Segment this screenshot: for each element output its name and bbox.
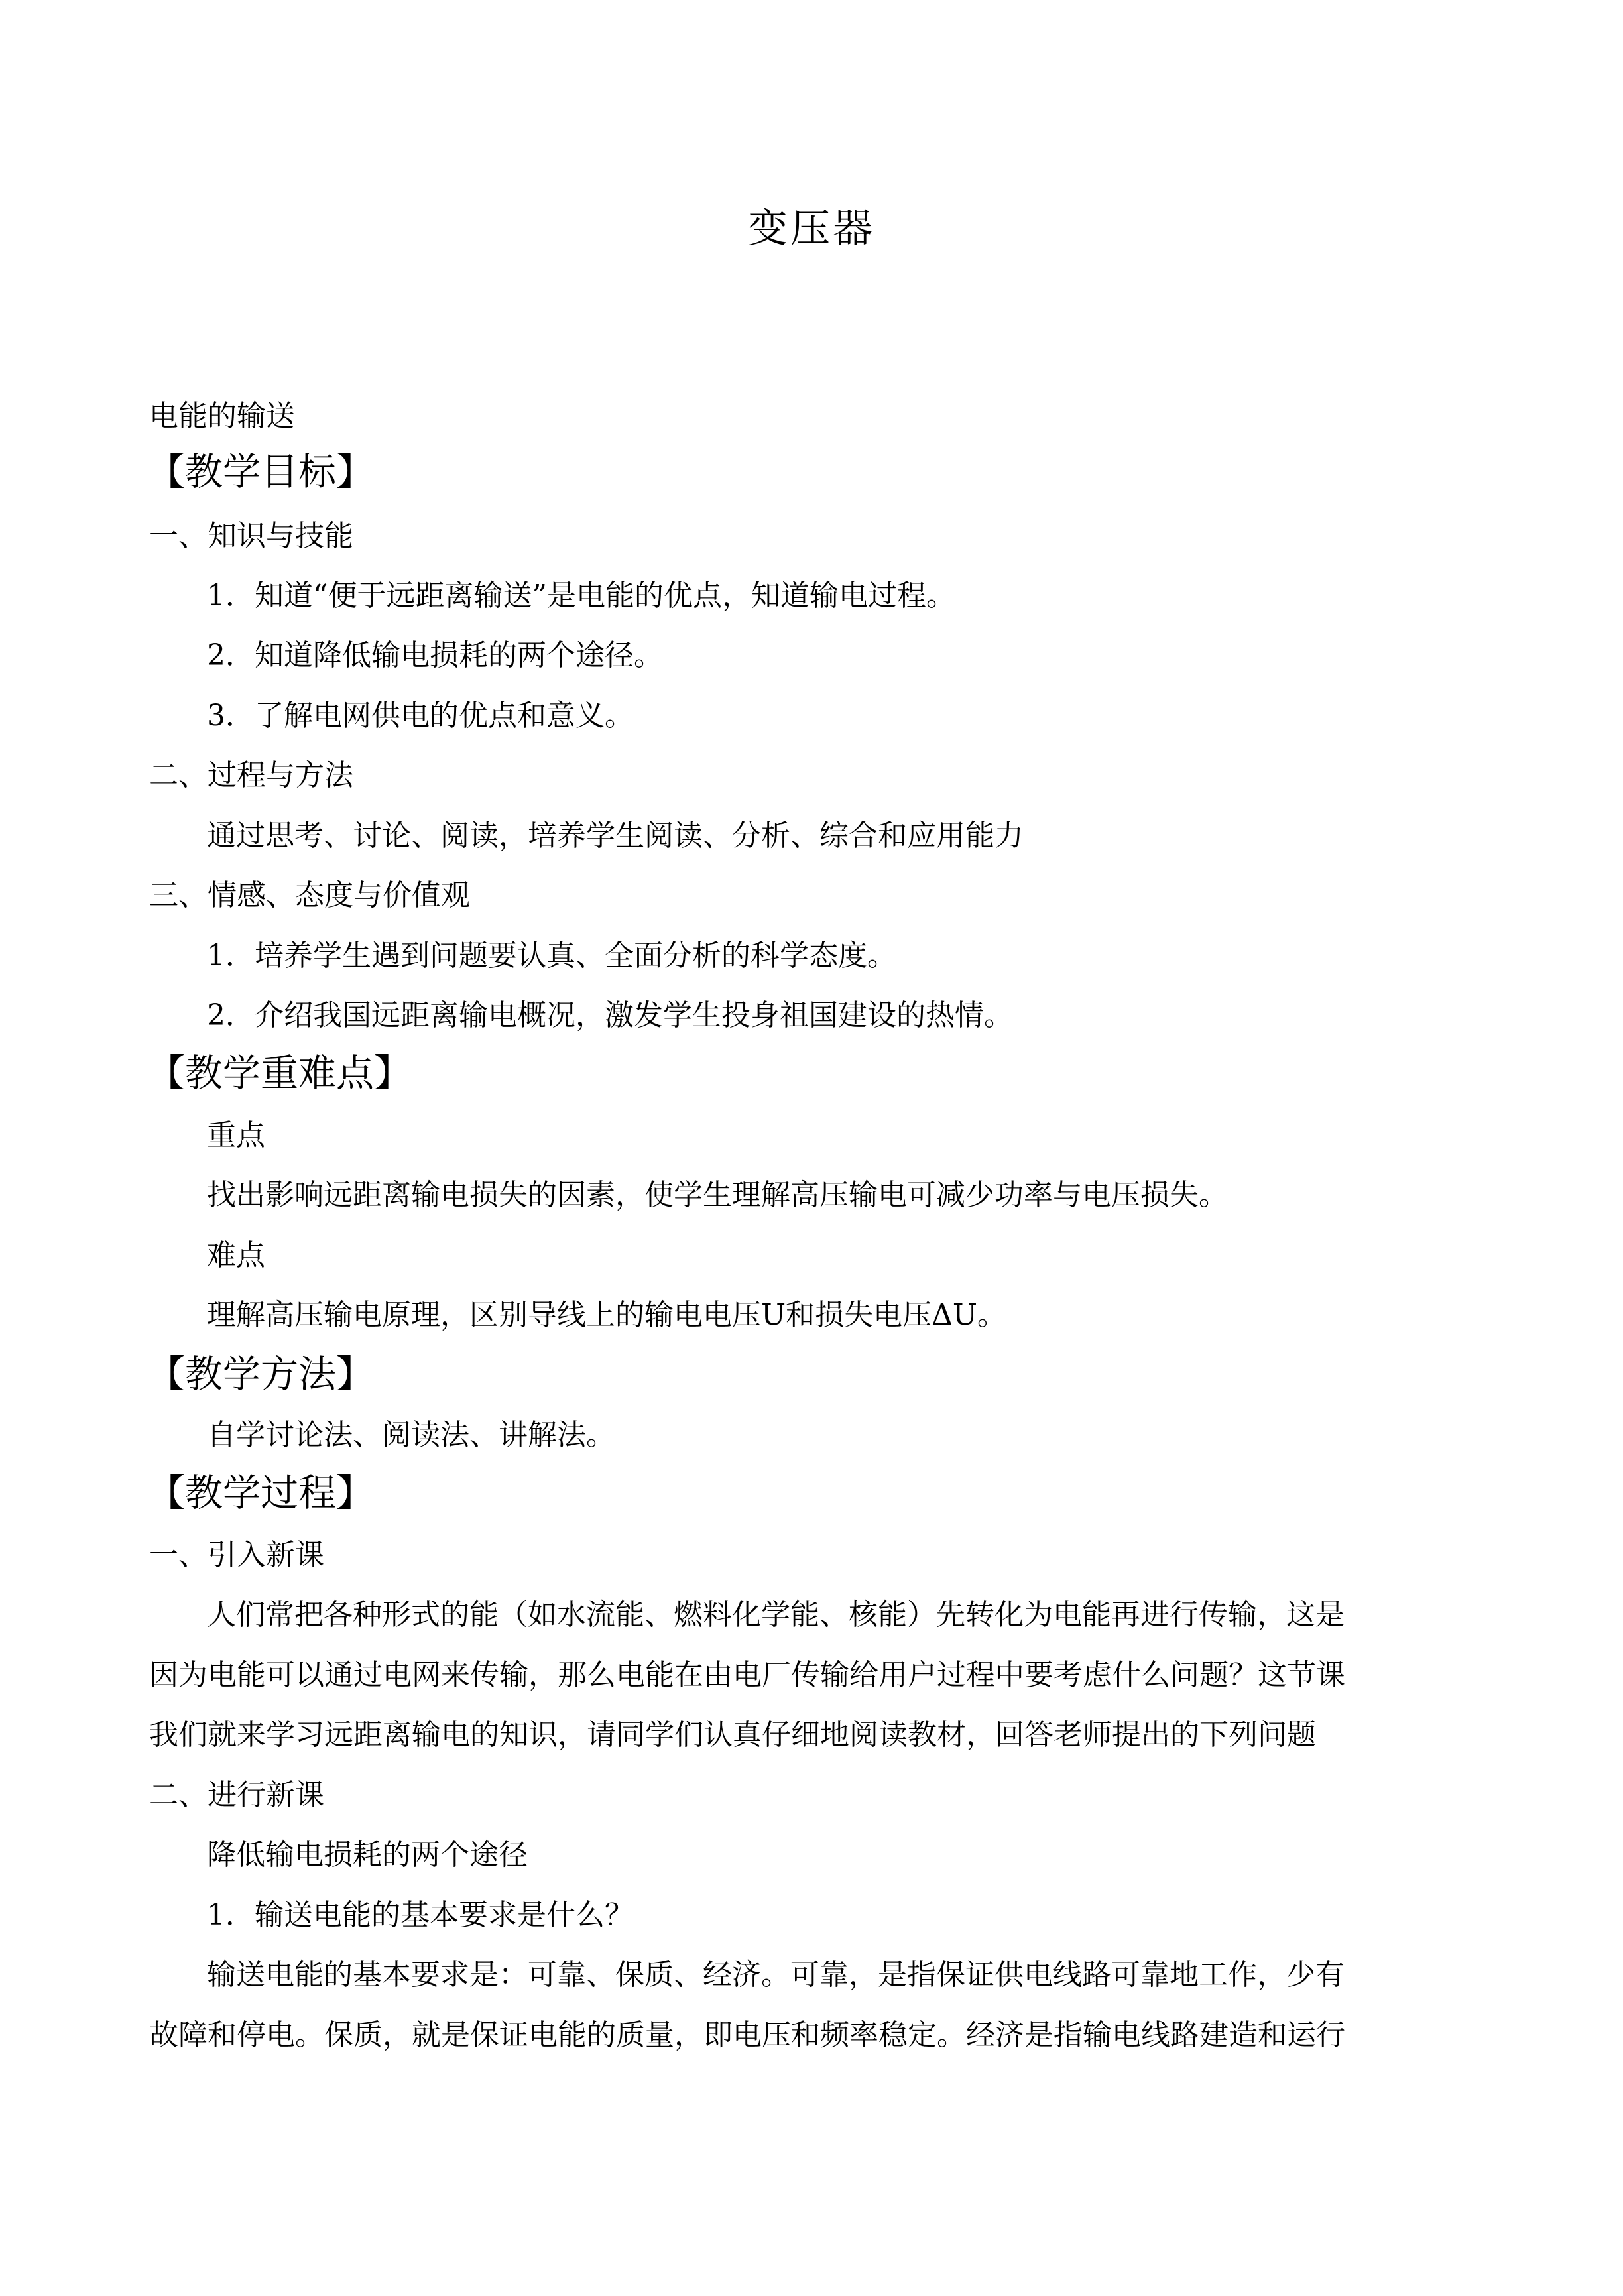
intro-paragraph-line-3: 我们就来学习远距离输电的知识，请同学们认真仔细地阅读教材，回答老师提出的下列问题 (149, 1718, 1316, 1752)
difficulty-label: 难点 (207, 1239, 265, 1272)
goal-item-2: 2．知道降低输电损耗的两个途径。 (207, 638, 663, 672)
emotion-item-2: 2．介绍我国远距离输电概况，激发学生投身祖国建设的热情。 (207, 998, 1013, 1032)
heading-teaching-method: 【教学方法】 (147, 1353, 374, 1396)
section-introduce-lesson: 一、引入新课 (149, 1538, 324, 1572)
subtitle: 电能的输送 (149, 399, 295, 433)
answer-paragraph-line-1: 输送电能的基本要求是：可靠、保质、经济。可靠，是指保证供电线路可靠地工作，少有 (207, 1958, 1345, 1992)
document-title: 变压器 (748, 206, 875, 252)
heading-teaching-goals: 【教学目标】 (147, 450, 374, 494)
difficulty-text: 理解高压输电原理，区别导线上的输电电压U和损失电压ΔU。 (207, 1298, 1006, 1332)
question-1: 1．输送电能的基本要求是什么？ (207, 1898, 634, 1932)
intro-paragraph-line-2: 因为电能可以通过电网来传输，那么电能在由电厂传输给用户过程中要考虑什么问题？这节课 (149, 1658, 1345, 1692)
goal-item-3: 3．了解电网供电的优点和意义。 (207, 699, 634, 733)
section-new-lesson: 二、进行新课 (149, 1778, 324, 1812)
emotion-item-1: 1．培养学生遇到问题要认真、全面分析的科学态度。 (207, 939, 896, 973)
process-method-text: 通过思考、讨论、阅读，培养学生阅读、分析、综合和应用能力 (207, 819, 1024, 853)
answer-paragraph-line-2: 故障和停电。保质，就是保证电能的质量，即电压和频率稳定。经济是指输电线路建造和运行 (149, 2018, 1345, 2052)
section-knowledge-skills: 一、知识与技能 (149, 519, 353, 553)
goal-item-1: 1．知道“便于远距离输送”是电能的优点，知道输电过程。 (207, 579, 955, 613)
subsection-reduce-loss: 降低输电损耗的两个途径 (207, 1838, 528, 1872)
heading-key-points: 【教学重难点】 (147, 1052, 412, 1095)
section-process-method: 二、过程与方法 (149, 758, 353, 792)
teaching-method-text: 自学讨论法、阅读法、讲解法。 (207, 1418, 615, 1452)
key-point-text: 找出影响远距离输电损失的因素，使学生理解高压输电可减少功率与电压损失。 (207, 1178, 1228, 1212)
heading-teaching-process: 【教学过程】 (147, 1471, 374, 1515)
intro-paragraph-line-1: 人们常把各种形式的能（如水流能、燃料化学能、核能）先转化为电能再进行传输，这是 (207, 1598, 1345, 1632)
section-emotion-values: 三、情感、态度与价值观 (149, 878, 470, 912)
key-point-label: 重点 (207, 1118, 265, 1152)
